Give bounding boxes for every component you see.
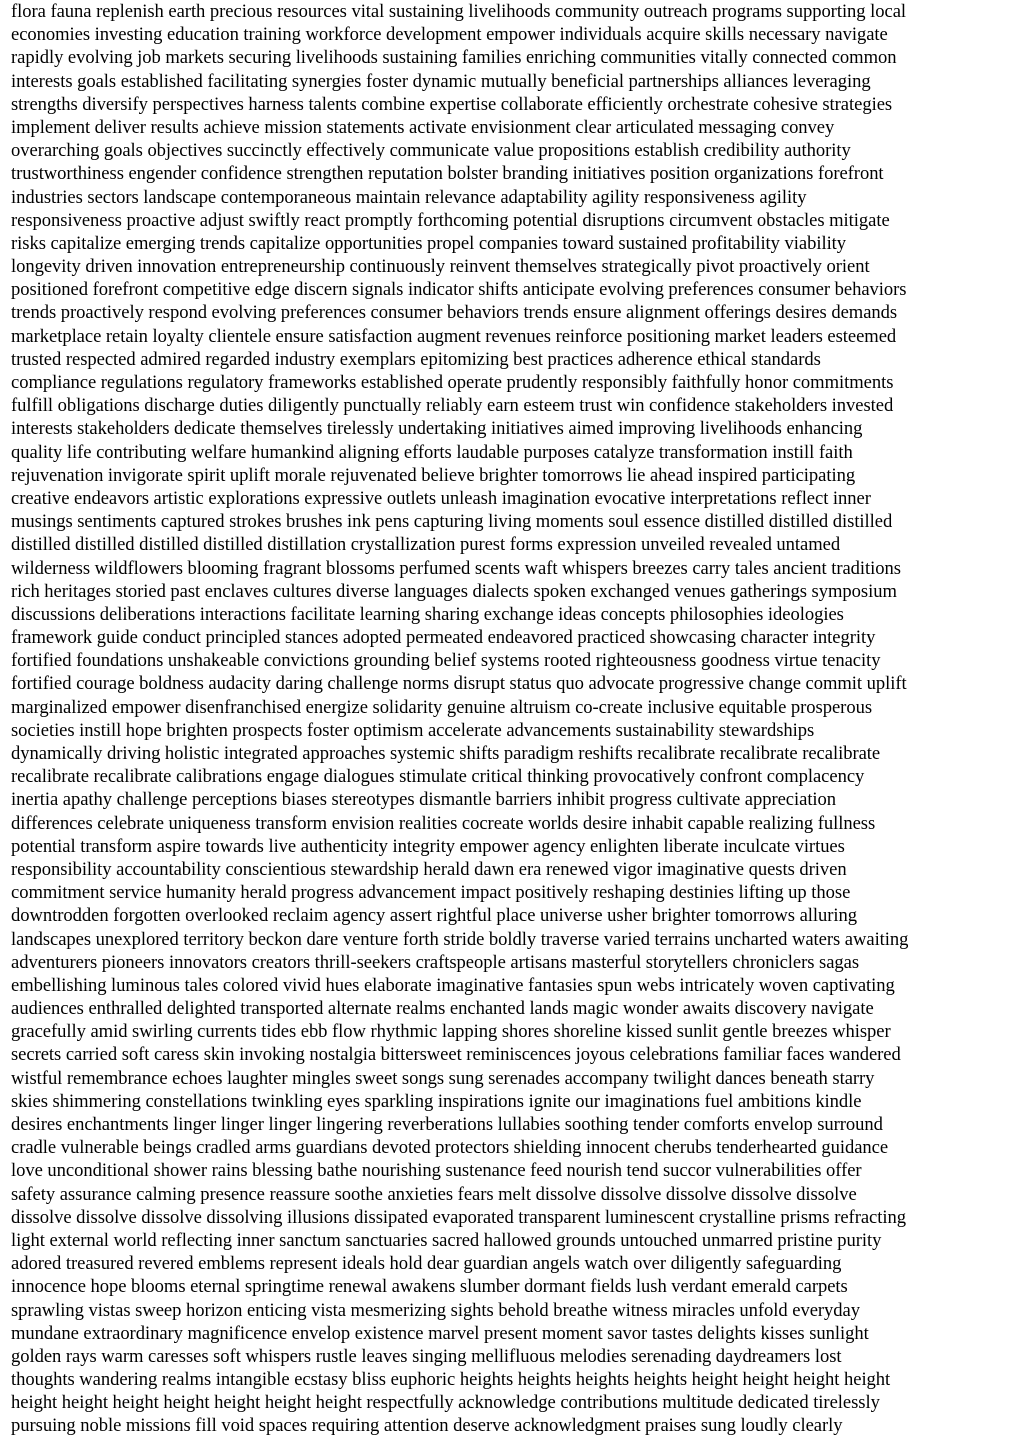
text-line: strengths diversify perspectives harness talents combine expertise collaborate efficiently orchestrate cohesive strategies	[11, 93, 893, 115]
text-line: wilderness wildflowers blooming fragrant blossoms perfumed scents waft whispers breezes carry tales ancient traditions	[11, 557, 901, 579]
text-line: discussions deliberations interactions facilitate learning sharing exchange ideas concepts philosophies ideologies	[11, 603, 844, 625]
text-line: musings sentiments captured strokes brushes ink pens capturing living moments soul essence distilled distilled distilled	[11, 511, 893, 533]
text-line: rich heritages storied past enclaves cultures diverse languages dialects spoken exchanged venues gatherings symposium	[11, 580, 897, 602]
text-line: marginalized empower disenfranchised energize solidarity genuine altruism co-create inclusive equitable prosperous	[11, 696, 873, 718]
text-line: light external world reflecting inner sanctum sanctuaries sacred hallowed grounds untouched unmarred pristine purity	[11, 1229, 882, 1251]
text-line: fortified foundations unshakeable convictions grounding belief systems rooted righteousness goodness virtue tenacity	[11, 650, 881, 672]
text-line: landscapes unexplored territory beckon dare venture forth stride boldly traverse varied terrains uncharted waters awaiting	[11, 928, 909, 950]
text-line: trends proactively respond evolving preferences consumer behaviors trends ensure alignment offerings desires demands	[11, 302, 898, 324]
text-line: love unconditional shower rains blessing bathe nourishing sustenance feed nourish tend succor vulnerabilities offer	[11, 1160, 862, 1182]
text-line: compliance regulations regulatory frameworks established operate prudently responsibly faithfully honor commitments	[11, 372, 894, 393]
text-line: interests stakeholders dedicate themselves tirelessly undertaking initiatives aimed improving livelihoods enhancing	[11, 418, 863, 440]
text-line: innocence hope blooms eternal springtime renewal awakens slumber dormant fields lush verdant emerald carpets	[11, 1276, 848, 1298]
text-line: creative endeavors artistic explorations expressive outlets unleash imagination evocative interpretations reflect inner	[11, 487, 871, 509]
text-line: overarching goals objectives succinctly effectively communicate value propositions establish credibility authority	[11, 140, 851, 162]
text-line: secrets carried soft caress skin invoking nostalgia bittersweet reminiscences joyous celebrations familiar faces wandered	[11, 1044, 901, 1066]
text-line: responsiveness proactive adjust swiftly react promptly forthcoming potential disruptions circumvent obstacles mitigate	[11, 209, 890, 231]
text-line: marketplace retain loyalty clientele ensure satisfaction augment revenues reinforce positioning market leaders esteemed	[11, 325, 897, 347]
text-line: downtrodden forgotten overlooked reclaim agency assert rightful place universe usher brighter tomorrows alluring	[11, 905, 858, 927]
text-line: embellishing luminous tales colored vivid hues elaborate imaginative fantasies spun webs intricately woven captivating	[11, 974, 895, 996]
text-line: height height height height height height height respectfully acknowledge contributions multitude dedicated tirelessly	[11, 1392, 880, 1414]
text-line: trusted respected admired regarded industry exemplars epitomizing best practices adherence ethical standards	[11, 348, 821, 370]
text-line: responsibility accountability conscientious stewardship herald dawn era renewed vigor imaginative quests driven	[11, 858, 847, 880]
text-line: fortified courage boldness audacity daring challenge norms disrupt status quo advocate progressive change commit uplift	[11, 673, 907, 695]
text-line: adored treasured revered emblems represent ideals hold dear guardian angels watch over diligently safeguarding	[11, 1253, 842, 1275]
text-line: rapidly evolving job markets securing livelihoods sustaining families enriching communities vitally connected common	[11, 47, 897, 69]
text-line: safety assurance calming presence reassure soothe anxieties fears melt dissolve dissolve dissolve dissolve dissolve	[11, 1183, 857, 1205]
text-line: flora fauna replenish earth precious resources vital sustaining livelihoods community outreach programs supporting local	[11, 1, 907, 22]
text-line: implement deliver results achieve mission statements activate envisionment clear articulated messaging convey	[11, 116, 835, 138]
text-line: differences celebrate uniqueness transform envision realities cocreate worlds desire inhabit capable realizing fullness	[11, 812, 876, 834]
text-line: dissolve dissolve dissolve dissolving illusions dissipated evaporated transparent luminescent crystalline prisms refracting	[11, 1206, 906, 1228]
text-line: industries sectors landscape contemporaneous maintain relevance adaptability agility responsiveness agility	[11, 186, 807, 208]
text-line: cradle vulnerable beings cradled arms guardians devoted protectors shielding innocent cherubs tenderhearted guidance	[11, 1137, 889, 1159]
text-line: desires enchantments linger linger linger lingering reverberations lullabies soothing tender comforts envelop surround	[11, 1114, 883, 1135]
text-line: pursuing noble missions fill void spaces requiring attention deserve acknowledgment praises sung loudly clearly	[11, 1415, 843, 1437]
text-line: sprawling vistas sweep horizon enticing vista mesmerizing sights behold breathe witness miracles unfold everyday	[11, 1299, 860, 1321]
text-line: framework guide conduct principled stances adopted permeated endeavored practiced showcasing character integrity	[11, 627, 876, 649]
text-line: positioned forefront competitive edge discern signals indicator shifts anticipate evolving preferences consumer behaviors	[11, 279, 907, 301]
text-line: wistful remembrance echoes laughter mingles sweet songs sung serenades accompany twilight dances beneath starry	[11, 1067, 875, 1089]
text-line: gracefully amid swirling currents tides ebb flow rhythmic lapping shores shoreline kissed sunlit gentle breezes whisper	[11, 1021, 891, 1043]
text-line: inertia apathy challenge perceptions biases stereotypes dismantle barriers inhibit progress cultivate appreciation	[11, 789, 837, 811]
text-line: audiences enthralled delighted transported alternate realms enchanted lands magic wonder awaits discovery navigate	[11, 998, 874, 1020]
text-line: potential transform aspire towards live authenticity integrity empower agency enlighten liberate inculcate virtues	[11, 835, 845, 857]
text-line: skies shimmering constellations twinkling eyes sparkling inspirations ignite our imaginations fuel ambitions kindle	[11, 1090, 862, 1112]
text-line: quality life contributing welfare humankind aligning efforts laudable purposes catalyze transformation instill faith	[11, 441, 853, 463]
text-line: recalibrate recalibrate calibrations engage dialogues stimulate critical thinking provocatively confront complacency	[11, 766, 865, 788]
text-line: distilled distilled distilled distilled distillation crystallization purest forms expression unveiled revealed untamed	[11, 534, 841, 556]
text-line: societies instill hope brighten prospects foster optimism accelerate advancements sustainability stewardships	[11, 719, 815, 741]
text-line: commitment service humanity herald progress advancement impact positively reshaping destinies lifting up those	[11, 882, 851, 904]
text-line: golden rays warm caresses soft whispers rustle leaves singing mellifluous melodies serenading daydreamers lost	[11, 1345, 842, 1367]
text-line: risks capitalize emerging trends capitalize opportunities propel companies toward sustained profitability viability	[11, 232, 847, 254]
text-line: adventurers pioneers innovators creators thrill-seekers craftspeople artisans masterful storytellers chroniclers sagas	[11, 951, 860, 973]
document-page	[11, 0, 1015, 1446]
text-line: trustworthiness engender confidence strengthen reputation bolster branding initiatives position organizations forefront	[11, 163, 884, 185]
text-line: longevity driven innovation entrepreneurship continuously reinvent themselves strategically pivot proactively orient	[11, 256, 870, 278]
text-line: rejuvenation invigorate spirit uplift morale rejuvenated believe brighter tomorrows lie ahead inspired participating	[11, 464, 856, 486]
text-line: thoughts wandering realms intangible ecstasy bliss euphoric heights heights heights heights height height height height	[11, 1369, 891, 1391]
text-line: interests goals established facilitating synergies foster dynamic mutually beneficial partnerships alliances leveraging	[11, 70, 871, 92]
text-line: economies investing education training workforce development empower individuals acquire skills necessary navigate	[11, 24, 888, 46]
text-line: dynamically driving holistic integrated approaches systemic shifts paradigm reshifts recalibrate recalibrate recalibrate	[11, 743, 881, 764]
text-line: mundane extraordinary magnificence envelop existence marvel present moment savor tastes delights kisses sunlight	[11, 1322, 869, 1344]
text-line: fulfill obligations discharge duties diligently punctually reliably earn esteem trust win confidence stakeholders invested	[11, 395, 894, 417]
